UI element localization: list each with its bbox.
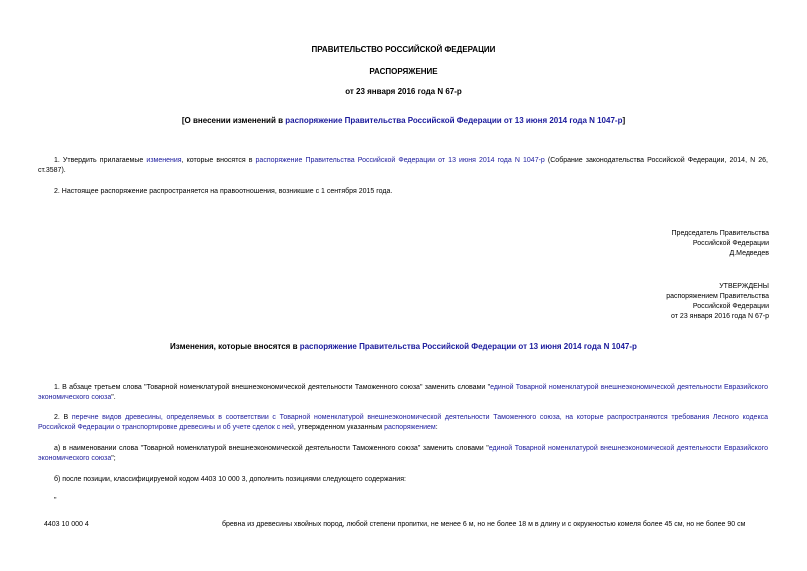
- signature-block: [672, 229, 769, 259]
- item2a-text-2: ";: [111, 455, 116, 462]
- changes-title-link[interactable]: распоряжение Правительства Российской Федерации от 13 июня 2014 года N 1047-р: [299, 342, 637, 351]
- paragraph-2: 2. Настоящее распоряжение распространяется на правоотношения, возникшие с 1 сентября 2015 года.: [54, 188, 393, 195]
- approval-line-3: Российской Федерации: [692, 303, 769, 310]
- item1-text-1: 1. В абзаце третьем слова "Товарной номенклатурой внешнеэкономической деятельности Таможенного союза" заменить словами ": [54, 384, 491, 391]
- subject-prefix: [О внесении изменений в: [181, 116, 286, 125]
- doc-subject: [0, 116, 807, 126]
- item2a-text-1: а) в наименовании слова "Товарной номенклатурой внешнеэкономической деятельности Таможенного союза" заменить словами ": [54, 445, 489, 452]
- order-link[interactable]: распоряжение Правительства Российской Федерации от 13 июня 2014 года N 1047-р: [255, 157, 545, 164]
- item1-text-2: ".: [111, 394, 116, 401]
- para1-text-1: 1. Утвердить прилагаемые: [54, 157, 147, 164]
- para1-text-2: , которые вносятся в: [181, 157, 256, 164]
- order-short-link[interactable]: распоряжением: [384, 424, 436, 431]
- table-code-cell: 4403 10 000 4: [44, 521, 89, 528]
- changes-link[interactable]: изменения: [146, 157, 182, 164]
- approval-block: [666, 282, 769, 322]
- signature-line-1: Председатель Правительства: [671, 230, 769, 237]
- signature-line-3: Д.Медведев: [729, 250, 769, 257]
- para1-text-3: (Собрание законодательства Российской Федерации, 2014, N 26, ст.3587).: [38, 157, 768, 174]
- table-desc-cell: бревна из древесины хвойных пород, любой степени пропитки, не менее 6 м, но не более 18 м в длину и с окружностью комеля более 45 см, но не более 90 см: [222, 521, 746, 528]
- gov-title: ПРАВИТЕЛЬСТВО РОССИЙСКОЙ ФЕДЕРАЦИИ: [311, 45, 496, 54]
- changes-title: [0, 342, 807, 352]
- item2a-link[interactable]: единой Товарной номенклатурой внешнеэкономической деятельности Евразийского экономического союза: [38, 445, 768, 462]
- item1-link[interactable]: единой Товарной номенклатурой внешнеэкономической деятельности Евразийского экономического союза: [38, 384, 768, 401]
- item-1: [38, 383, 768, 403]
- approval-line-2: распоряжением Правительства: [666, 293, 769, 300]
- item-2: [38, 413, 768, 433]
- subject-suffix: ]: [622, 116, 626, 125]
- signature-line-2: Российской Федерации: [692, 240, 769, 247]
- item2-text-3: :: [435, 424, 438, 431]
- item2-text-2: , утвержденном указанным: [293, 424, 385, 431]
- doc-date: от 23 января 2016 года N 67-р: [345, 87, 462, 96]
- approval-line-4: от 23 января 2016 года N 67-р: [671, 313, 769, 320]
- item2-text-1: 2. В: [54, 414, 72, 421]
- approval-line-1: УТВЕРЖДЕНЫ: [719, 283, 769, 290]
- changes-title-prefix: Изменения, которые вносятся в: [170, 342, 300, 351]
- item-2b: б) после позиции, классифицируемой кодом 4403 10 000 3, дополнить позициями следующего содержания:: [54, 476, 406, 483]
- subject-link[interactable]: распоряжение Правительства Российской Федерации от 13 июня 2014 года N 1047-р: [285, 116, 623, 125]
- quote-mark: ": [54, 497, 57, 504]
- paragraph-1: [38, 156, 768, 176]
- item-2a: [38, 444, 768, 464]
- doc-type: РАСПОРЯЖЕНИЕ: [369, 67, 438, 76]
- list-link[interactable]: перечне видов древесины, определяемых в соответствии с Товарной номенклатурой внешнеэкономической деятельности Таможенного союза, на которые распространяются требования Лесного кодекса Российской Федерации о транспортировке древесины и об учете сделок с ней: [38, 414, 768, 431]
